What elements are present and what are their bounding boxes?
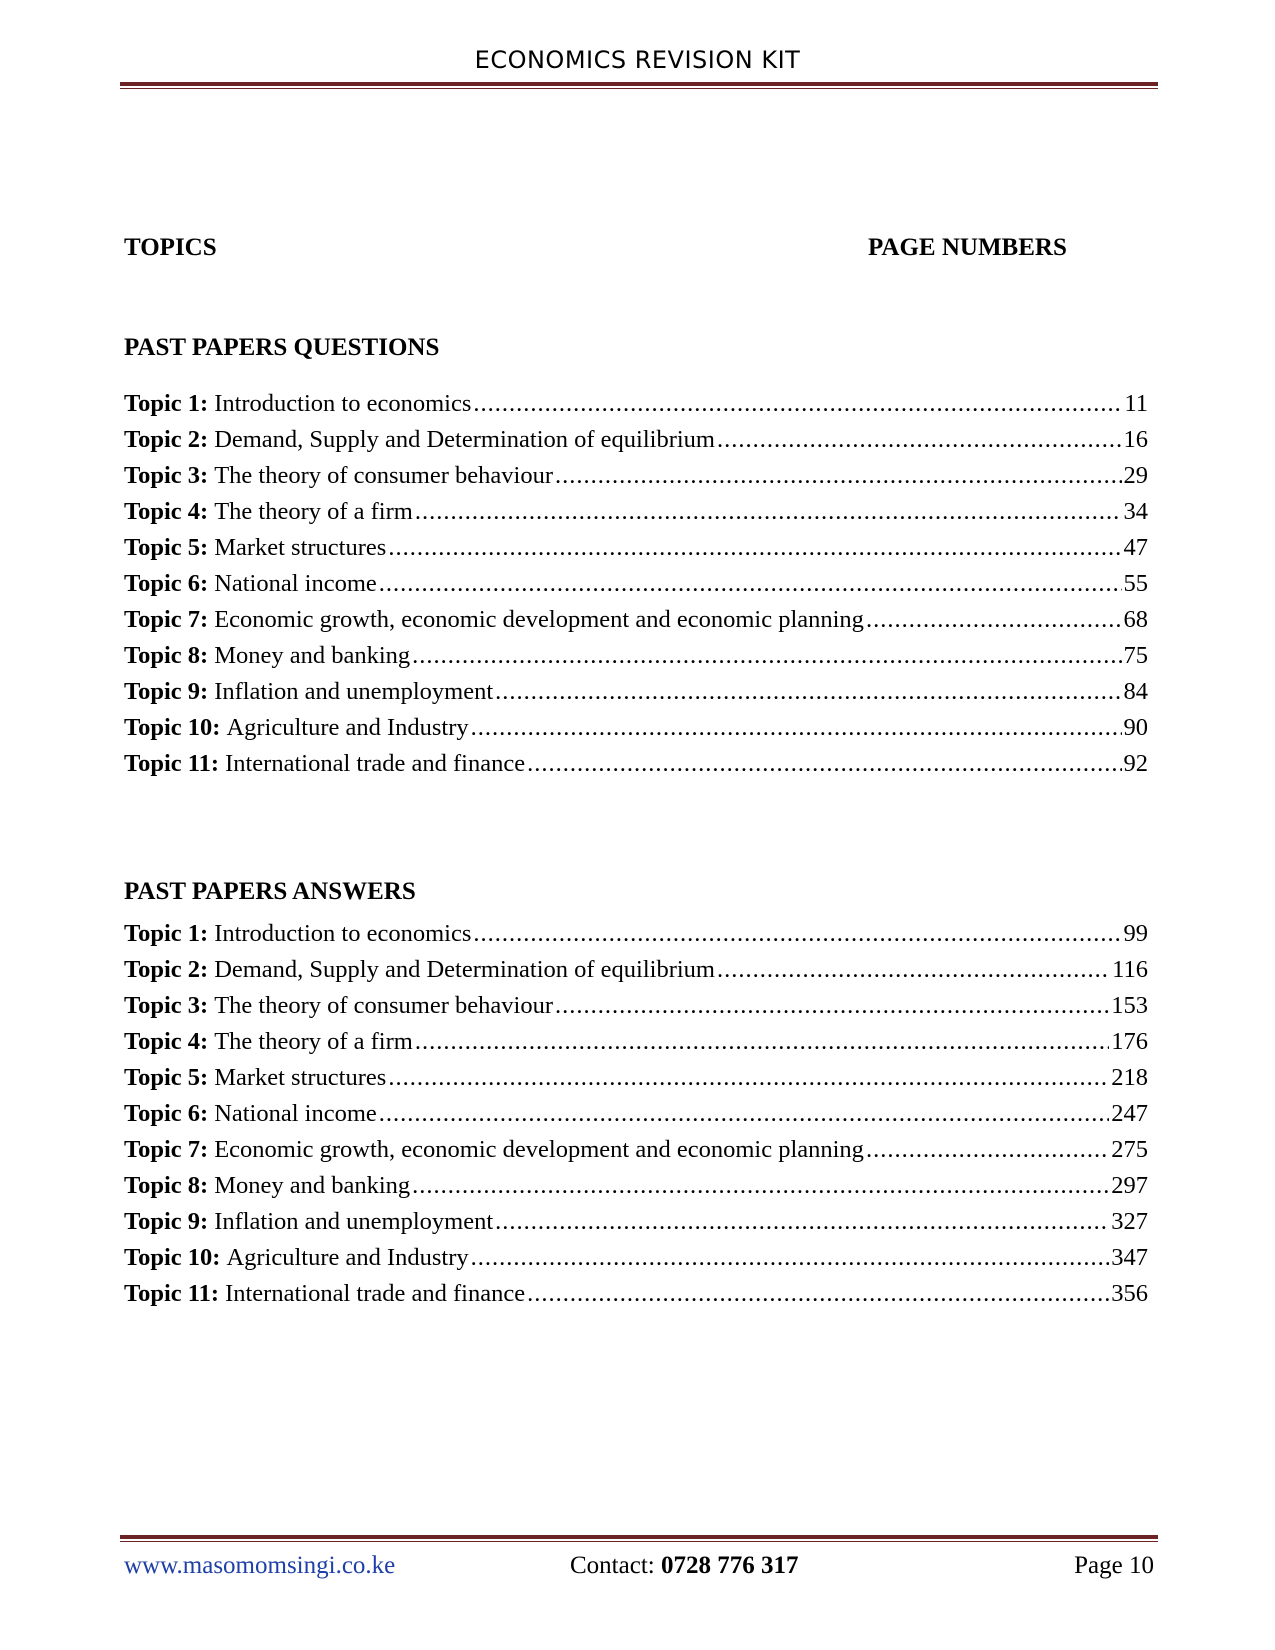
toc-topic-number: Topic 8: [124,1172,209,1199]
toc-page-number: 16 [1123,426,1148,453]
toc-entry [124,920,1148,956]
toc-page-number: 34 [1123,498,1148,525]
toc-topic-title: The theory of a firm [214,498,413,525]
dot-leader [717,426,1122,454]
toc-page-number: 55 [1123,570,1148,597]
dot-leader [527,750,1121,778]
toc-topic-title: Market structures [214,1064,387,1091]
contact-label: Contact: [570,1552,655,1579]
dot-leader [717,956,1110,984]
dot-leader [473,920,1121,948]
dot-leader [412,1172,1109,1200]
page-number: Page 10 [1074,1552,1154,1579]
toc-topic-number: Topic 2: [124,426,209,453]
toc-page-number: 116 [1112,956,1148,983]
toc-topic-number: Topic 11: [124,1280,220,1307]
toc-page-number: 68 [1123,606,1148,633]
answers-section-heading: PAST PAPERS ANSWERS [124,878,416,905]
dot-leader [473,390,1122,418]
toc-topic-number: Topic 6: [124,570,209,597]
header-divider [120,82,1158,89]
toc-topic-number: Topic 3: [124,992,209,1019]
toc-topic-number: Topic 10: [124,714,221,741]
toc-topic-number: Topic 7: [124,1136,209,1163]
toc-entry [124,992,1148,1028]
toc-page-number: 90 [1123,714,1148,741]
toc-topic-title: Money and banking [214,642,411,669]
toc-entry [124,1208,1148,1244]
toc-entry [124,1028,1148,1064]
toc-entry [124,426,1148,462]
dot-leader [555,462,1122,490]
toc-entry [124,1064,1148,1100]
dot-leader [495,678,1121,706]
toc-topic-number: Topic 8: [124,642,209,669]
toc-topic-title: Market structures [214,534,387,561]
answers-toc-list [124,920,1148,1316]
footer-divider [120,1535,1158,1542]
toc-entry [124,462,1148,498]
toc-page-number: 29 [1123,462,1148,489]
dot-leader [388,1064,1109,1092]
dot-leader [415,1028,1109,1056]
questions-section-heading: PAST PAPERS QUESTIONS [124,334,440,361]
toc-entry [124,714,1148,750]
questions-toc-list [124,390,1148,786]
toc-page-number: 84 [1123,678,1148,705]
toc-page-number: 356 [1111,1280,1148,1307]
toc-topic-title: Introduction to economics [214,920,472,947]
toc-entry [124,606,1148,642]
dot-leader [388,534,1121,562]
dot-leader [495,1208,1109,1236]
toc-topic-title: National income [214,570,377,597]
toc-entry [124,1172,1148,1208]
dot-leader [866,1136,1109,1164]
toc-topic-number: Topic 6: [124,1100,209,1127]
toc-entry [124,1100,1148,1136]
dot-leader [471,1244,1110,1272]
dot-leader [527,1280,1109,1308]
toc-entry [124,678,1148,714]
toc-page-number: 153 [1111,992,1148,1019]
page-numbers-column-heading: PAGE NUMBERS [868,234,1067,261]
toc-page-number: 218 [1111,1064,1148,1091]
contact-info [570,1552,798,1580]
toc-topic-title: Agriculture and Industry [226,1244,469,1271]
toc-entry [124,642,1148,678]
website-link[interactable]: www.masomomsingi.co.ke [124,1552,396,1579]
toc-topic-number: Topic 4: [124,1028,209,1055]
toc-page-number: 176 [1111,1028,1148,1055]
dot-leader [379,1100,1109,1128]
toc-topic-number: Topic 3: [124,462,209,489]
toc-topic-title: The theory of consumer behaviour [214,992,553,1019]
dot-leader [471,714,1122,742]
toc-topic-title: National income [214,1100,377,1127]
toc-page-number: 47 [1123,534,1148,561]
toc-topic-title: Demand, Supply and Determination of equilibrium [214,426,715,453]
toc-topic-title: The theory of a firm [214,1028,413,1055]
toc-entry [124,750,1148,786]
toc-topic-number: Topic 1: [124,920,209,947]
toc-topic-number: Topic 9: [124,1208,209,1235]
toc-page-number: 99 [1123,920,1148,947]
toc-topic-title: The theory of consumer behaviour [214,462,553,489]
toc-topic-title: Agriculture and Industry [226,714,469,741]
toc-topic-number: Topic 9: [124,678,209,705]
toc-topic-number: Topic 11: [124,750,220,777]
toc-page-number: 275 [1111,1136,1148,1163]
toc-topic-number: Topic 7: [124,606,209,633]
toc-page-number: 11 [1124,390,1148,417]
toc-entry [124,390,1148,426]
toc-topic-title: Economic growth, economic development and economic planning [214,606,864,633]
toc-page-number: 247 [1111,1100,1148,1127]
dot-leader [866,606,1122,634]
dot-leader [412,642,1121,670]
toc-page-number: 297 [1111,1172,1148,1199]
toc-topic-title: Inflation and unemployment [214,678,494,705]
toc-page-number: 92 [1123,750,1148,777]
dot-leader [415,498,1122,526]
topics-column-heading: TOPICS [124,234,217,261]
toc-topic-number: Topic 5: [124,1064,209,1091]
toc-page-number: 75 [1123,642,1148,669]
toc-topic-number: Topic 2: [124,956,209,983]
toc-entry [124,956,1148,992]
toc-topic-number: Topic 5: [124,534,209,561]
toc-topic-title: Demand, Supply and Determination of equilibrium [214,956,715,983]
toc-topic-title: Economic growth, economic development and economic planning [214,1136,864,1163]
toc-topic-title: International trade and finance [225,1280,526,1307]
toc-entry [124,1280,1148,1316]
toc-page-number: 327 [1111,1208,1148,1235]
dot-leader [555,992,1109,1020]
toc-topic-number: Topic 4: [124,498,209,525]
toc-topic-number: Topic 1: [124,390,209,417]
toc-topic-number: Topic 10: [124,1244,221,1271]
toc-topic-title: International trade and finance [225,750,526,777]
toc-entry [124,570,1148,606]
toc-page-number: 347 [1111,1244,1148,1271]
toc-entry [124,1244,1148,1280]
dot-leader [379,570,1122,598]
toc-entry [124,534,1148,570]
toc-topic-title: Money and banking [214,1172,411,1199]
toc-entry [124,1136,1148,1172]
toc-topic-title: Introduction to economics [214,390,472,417]
page-header-title: ECONOMICS REVISION KIT [474,46,801,74]
toc-entry [124,498,1148,534]
toc-topic-title: Inflation and unemployment [214,1208,494,1235]
contact-phone: 0728 776 317 [660,1552,799,1579]
